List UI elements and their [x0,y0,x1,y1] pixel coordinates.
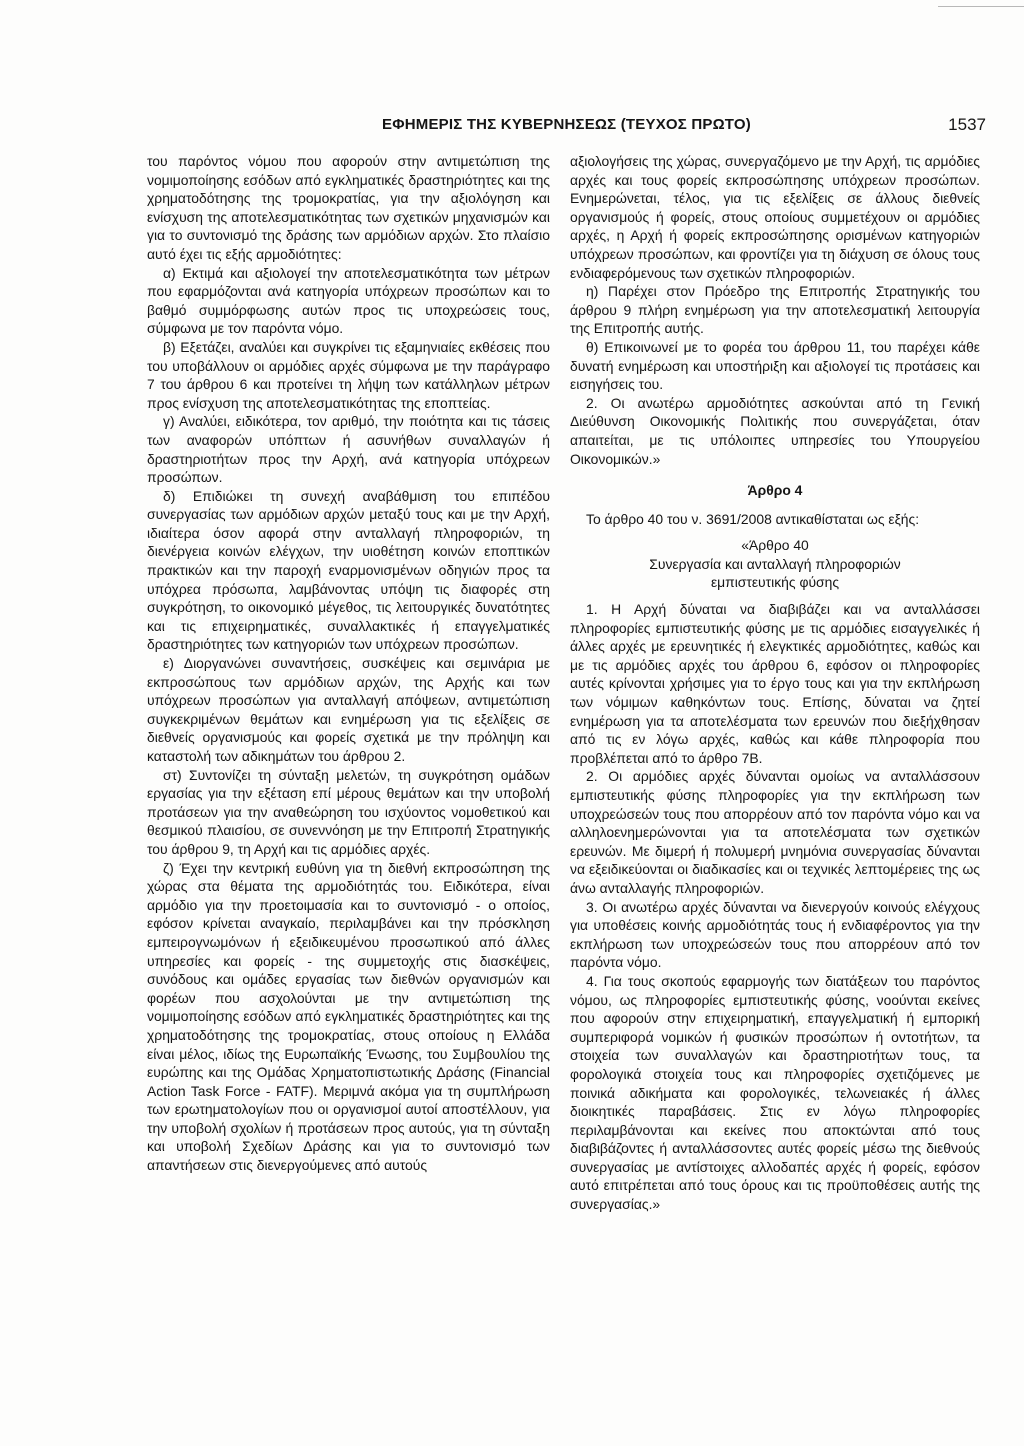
article-heading: Άρθρο 4 [747,482,803,499]
paragraph-item-f: στ) Συντονίζει τη σύνταξη μελετών, τη συγκρότηση ομάδων εργασίας για την εξέταση επί μέρους θεμάτων και την υποβολή προτάσεων για την αναθεώρηση του ισχύοντος νομοθετικού και θεσμικού πλαισίου, σε συνεννόηση με την Επιτροπή Στρατηγικής του άρθρου 9, τη Αρχή και τις αρμόδιες αρχές. [147,766,550,857]
paragraph-clause-2: 2. Οι αρμόδιες αρχές δύνανται ομοίως να ανταλλάσσουν εμπιστευτικής φύσης πληροφορίες για την εκπλήρωση των υποχρεώσεών τους που απορρέουν από τον παρόντα νόμο και να αλληλοενημερώνονται για τα αποτελέσματα των σχετικών ερευνών. Με διμερή ή πολυμερή μνημόνια συνεργασίας δύνανται να εξειδικεύονται οι διαδικασίες και οι τεχνικές λεπτομέρειες της ως άνω ανταλλαγής πληροφοριών. [570,768,980,896]
paragraph-item-h: η) Παρέχει στον Πρόεδρο της Επιτροπής Στρατηγικής του άρθρου 9 πλήρη ενημέρωση για την αποτελεσματική λειτουργία της Επιτροπής αυτής. [570,283,980,337]
inserted-article-title: Συνεργασία και ανταλλαγή πληροφοριών [649,555,901,572]
paragraph-item-b: β) Εξετάζει, αναλύει και συγκρίνει τις εξαμηνιαίες εκθέσεις που του υποβάλλουν οι αρμόδιες αρχές σύμφωνα με την παράγραφο 7 του άρθρου 6 και προτείνει τη λήψη των κατάλληλων μέτρων προς ενίσχυση της αποτελεσματικότητας της εποπτείας. [147,338,550,411]
paragraph-clause-3: 3. Οι ανωτέρω αρχές δύνανται να διενεργούν κοινούς ελέγχους για υποθέσεις κοινής αρμοδιότητάς τους ή ενδιαφέροντος για την εκπλήρωση των υποχρεώσεών τους που απορρέουν από τον παρόντα νόμο. [570,898,980,971]
paragraph: του παρόντος νόμου που αφορούν στην αντιμετώπιση της νομιμοποίησης εσόδων από εγκληματικές δραστηριότητες και της χρηματοδότησης της τρομοκρατίας, για την αξιολόγηση και ενίσχυση της αποτελεσματικότητας των σχετικών μηχανισμών και για το συντονισμό της δράσης των αρμόδιων αρχών. Στο πλαίσιο αυτό έχει τις εξής αρμοδιότητες: [147,153,550,262]
article-intro: Το άρθρο 40 του ν. 3691/2008 αντικαθίσταται ως εξής: [586,510,920,527]
paragraph-item-d: δ) Επιδιώκει τη συνεχή αναβάθμιση του επιπέδου συνεργασίας των αρμόδιων αρχών μεταξύ τους και με την Αρχή, ιδιαίτερα όσον αφορά στην ανταλλαγή πληροφοριών, τη διενέργεια κοινών ελέγχων, την υιοθέτηση κοινών εποπτικών πρακτικών και την παροχή εναρμονισμένων οδηγιών προς τα υπόχρεα πρόσωπα, λαμβάνοντας υπόψη τις διαφορές στη συγκρότηση, το οικονομικό μέγεθος, τις λειτουργικές δυνατότητες και τις επιχειρηματικές, συναλλακτικές ή επαγγελματικές δραστηριότητες των κατηγοριών των υπόχρεων προσώπων. [147,487,550,653]
inserted-article-title-cont: εμπιστευτικής φύσης [710,574,840,591]
inserted-article-number: «Άρθρο 40 [741,537,809,554]
paragraph-item-e: ε) Διοργανώνει συναντήσεις, συσκέψεις και σεμινάρια με εκπροσώπους των αρμόδιων αρχών, της Αρχής και των υπόχρεων προσώπων για ανταλλαγή απόψεων, αντιμετώπιση συγκεκριμένων θεμάτων και ενημέρωση για τις εξελίξεις σε διεθνείς οργανισμούς και φορείς σχετικά με την πρόληψη και καταστολή των αδικημάτων του άρθρου 2. [147,655,550,764]
paragraph-clause-4: 4. Για τους σκοπούς εφαρμογής των διατάξεων του παρόντος νόμου, ως πληροφορίες εμπιστευτικής φύσης, νοούνται εκείνες που αφορούν στην επιχειρηματική, επαγγελματική ή εμπορική συμπεριφορά νομικών ή φυσικών προσώπων ή οντοτήτων, τα στοιχεία των συναλλαγών και δραστηριοτήτων τους, τα φορολογικά στοιχεία τους και πληροφορίες σχετιζόμενες με ποινικά αδικήματα και φορολογικές, τελωνειακές ή άλλες διοικητικές παραβάσεις. Στις εν λόγω πληροφορίες περιλαμβάνονται και εκείνες που αποκτώνται από τους διαβιβάζοντες ή ανταλλάσσοντες αυτές φορείς μέσω της διεθνούς συνεργασίας με αντίστοιχες αλλοδαπές αρχές ή φορείς, εφόσον αυτό επιτρέπεται από τους όρους και τις προϋποθέσεις αυτής της συνεργασίας.» [570,972,980,1213]
paragraph: αξιολογήσεις της χώρας, συνεργαζόμενο με την Αρχή, τις αρμόδιες αρχές και τους φορείς εκπροσώπησης υπόχρεων προσώπων. Ενημερώνεται, τέλος, για τις εξελίξεις σε άλλους διεθνείς οργανισμούς ή φορείς, στους οποίους συμμετέχουν οι αρμόδιες αρχές, η Αρχή ή φορείς εκπροσώπησης ορισμένων κατηγοριών υπόχρεων προσώπων, και φροντίζει για τη διάχυση σε όλους τους ενδιαφερόμενους των σχετικών πληροφοριών. [570,153,980,281]
left-column [147,152,550,1175]
scan-edge-line [938,6,1024,7]
paragraph-clause-1: 1. Η Αρχή δύναται να διαβιβάζει και να ανταλλάσσει πληροφορίες εμπιστευτικής φύσης με τις αρμόδιες εισαγγελικές ή άλλες αρχές με ερευνητικές ή ελεγκτικές αρμοδιότητες, καθώς και με τις αρμόδιες αρχές του άρθρου 6, εφόσον οι πληροφορίες αυτές κρίνονται χρήσιμες για το έργο τους και για την εκπλήρωση των νόμιμων καθηκόντων τους. Επίσης, δύναται να ζητεί ενημέρωση για τα αποτελέσματα των ερευνών που διεξήχθησαν από τις εν λόγω αρχές, καθώς και κάθε πληροφορία που προβλέπεται από το άρθρο 7Β. [570,601,980,766]
paragraph-clause-2: 2. Οι ανωτέρω αρμοδιότητες ασκούνται από τη Γενική Διεύθυνση Οικονομικής Πολιτικής που συνεργάζεται, όταν απαιτείται, με τις υπόλοιπες υπηρεσίες του Υπουργείου Οικονομικών.» [570,394,980,467]
paragraph-item-i: θ) Επικοινωνεί με το φορέα του άρθρου 11, του παρέχει κάθε δυνατή ενημέρωση και υποστήριξη και αξιολογεί τις προτάσεις και εισηγήσεις του. [570,338,980,393]
paragraph-item-a: α) Εκτιμά και αξιολογεί την αποτελεσματικότητα των μέτρων που εφαρμόζονται ανά κατηγορία υπόχρεων προσώπων και το βαθμό συμμόρφωσης αυτών προς τις υποχρεώσεις τους, σύμφωνα με τον παρόντα νόμο. [147,264,550,337]
page-number: 1537 [948,115,986,134]
right-column [570,152,980,1214]
paragraph-item-c: γ) Αναλύει, ειδικότερα, τον αριθμό, την ποιότητα και τις τάσεις των αναφορών υπόπτων ή ασυνήθων συναλλαγών ή δραστηριοτήτων προς την Αρχή, ανά κατηγορία υπόχρεων προσώπων. [147,413,550,486]
gazette-title: ΕΦΗΜΕΡΙΣ ΤΗΣ ΚΥΒΕΡΝΗΣΕΩΣ (ΤΕΥΧΟΣ ΠΡΩΤΟ) [382,116,751,133]
paragraph-item-g: ζ) Έχει την κεντρική ευθύνη για τη διεθνή εκπροσώπηση της χώρας στα θέματα της αρμοδιότητάς του. Ειδικότερα, είναι αρμόδιο για την προετοιμασία και το συντονισμό - ο οποίος, εφόσον κρίνεται αναγκαίο, περιλαμβάνει και την πρόσκληση εμπειρογνωμόνων ή εξειδικευμένου προσωπικού από άλλες υπηρεσίες και φορείς - της συμμετοχής στις διασκέψεις, συνόδους και ομάδες εργασίας των διεθνών οργανισμών και φορέων που ασχολούνται με την αντιμετώπιση της νομιμοποίησης εσόδων από εγκληματικές δραστηριότητες και της χρηματοδότησης της τρομοκρατίας, στους οποίους η Ελλάδα είναι μέλος, ιδίως της Ευρωπαϊκής Ένωσης, του Συμβουλίου της ευρώπης και της Ομάδας Χρηματοπιστωτικής Δράσης (Financial Action Task Force - FATF). Μεριμνά ακόμα για τη συμπλήρωση των ερωτηματολογίων που οι οργανισμοί αυτοί αποστέλλουν, για την υποβολή σχολίων ή προτάσεων προς αυτούς, για τη σύνταξη και υποβολή Σχεδίων Δράσης και για το συντονισμό των απαντήσεων στις διενεργούμενες από αυτούς [147,859,550,1174]
page-header [139,114,994,138]
